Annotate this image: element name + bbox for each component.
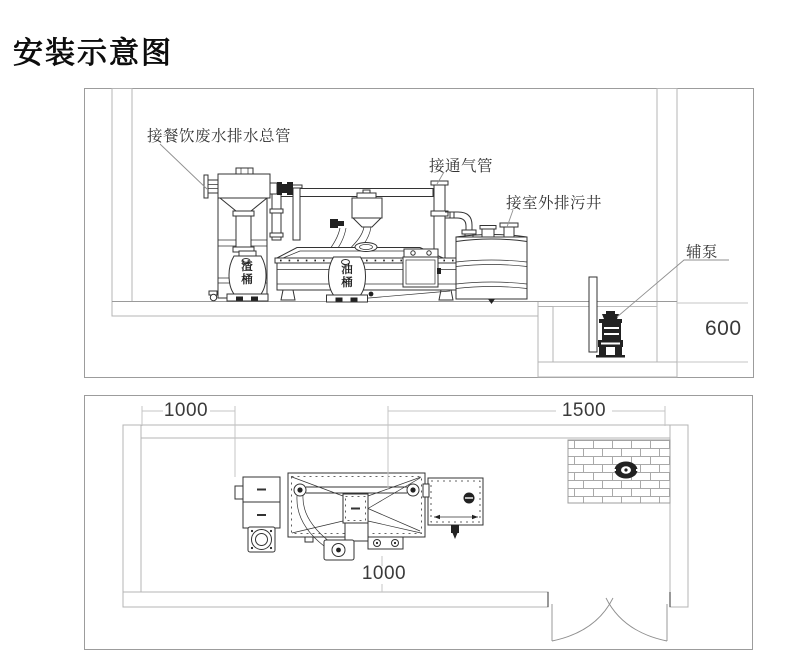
label-aux-pump: 辅泵 xyxy=(686,244,719,261)
dim-left-offset: 1000 xyxy=(163,400,209,421)
dim-right-offset: 1500 xyxy=(561,400,607,421)
left-wall-plan xyxy=(123,425,141,607)
left-wall xyxy=(112,89,132,302)
submersible-pump xyxy=(589,277,625,358)
pump-discharge-pipe xyxy=(589,277,597,352)
control-box xyxy=(403,249,441,287)
plan-discharge-tank xyxy=(423,478,483,539)
outlet-port xyxy=(504,227,514,237)
top-wall-plan xyxy=(123,425,688,438)
double-door xyxy=(548,592,670,641)
equipment-plan xyxy=(235,473,483,560)
dim-bottom-offset: 1000 xyxy=(361,563,407,584)
label-outdoor-sewage-well: 接室外排污井 xyxy=(506,195,603,212)
label-oil-bucket: 油桶 xyxy=(341,264,353,289)
right-wall-plan xyxy=(670,425,688,607)
plan-pump-pit xyxy=(568,440,670,503)
page-title: 安装示意图 xyxy=(13,37,173,70)
right-wall xyxy=(657,89,677,378)
bottom-wall-plan xyxy=(123,592,548,607)
pipe-support-mast xyxy=(293,187,300,240)
plan-view xyxy=(85,396,753,650)
label-slag-bucket: 渣桶 xyxy=(241,261,253,286)
caster-wheel xyxy=(210,294,216,300)
plan-main-tank xyxy=(288,473,425,542)
plan-flanged-ring xyxy=(248,527,275,552)
manhole-cover xyxy=(355,243,377,252)
label-inlet-pipe: 接餐饮废水排水总管 xyxy=(147,128,292,145)
dim-pit-depth: 600 xyxy=(705,317,742,340)
plan-flange-square xyxy=(324,540,354,560)
leader-line-inlet xyxy=(160,144,207,189)
label-vent-pipe: 接通气管 xyxy=(429,158,494,175)
floor-slab xyxy=(112,302,538,317)
drain-valve xyxy=(369,292,374,297)
plan-bracket xyxy=(368,537,403,549)
